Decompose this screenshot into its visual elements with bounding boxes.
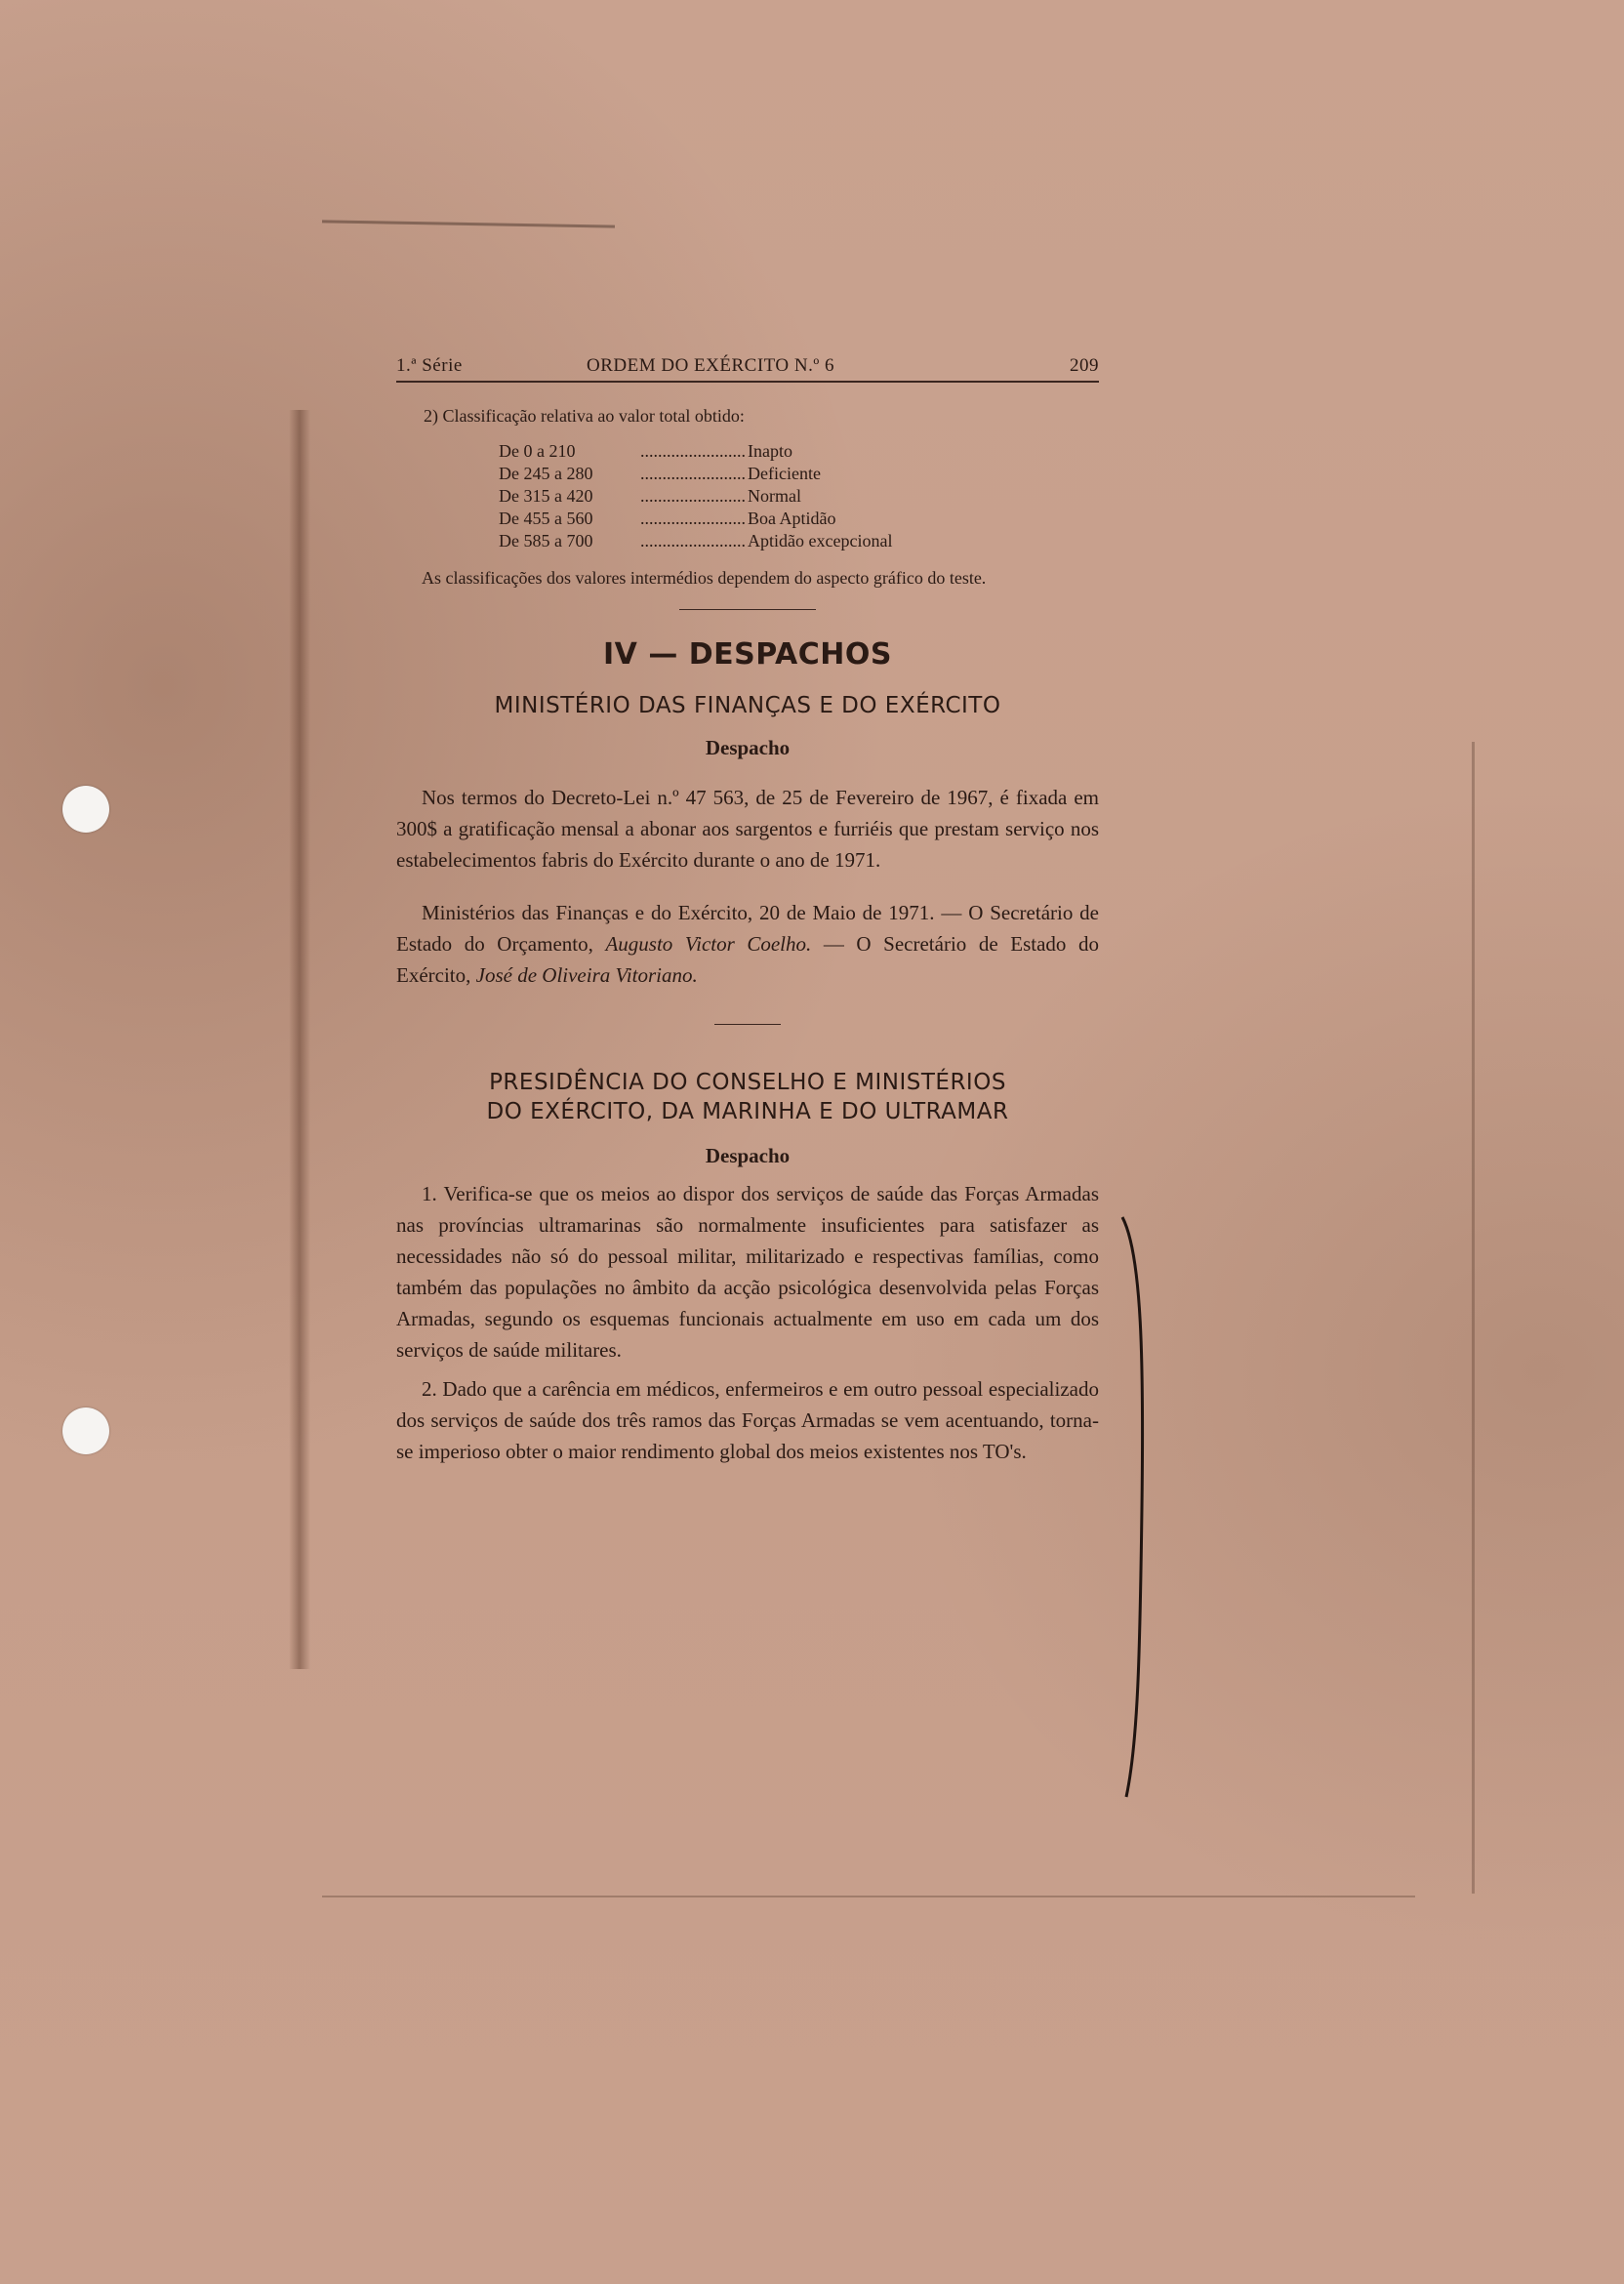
classification-row bbox=[499, 485, 1099, 508]
despacho-paragraph: Nos termos do Decreto-Lei n.º 47 563, de 25 de Fevereiro de 1967, é fixada em 300$ a gratificação mensal a abonar aos sargentos e furriéis que prestam serviço nos estabelecimentos fabris do Exército durante o ano de 1971. bbox=[396, 786, 1099, 872]
leader-dots: ........................ bbox=[640, 531, 746, 551]
series-label: 1.ª Série bbox=[396, 355, 463, 376]
score-range: De 245 a 280 bbox=[499, 464, 593, 483]
leader-dots: ........................ bbox=[640, 486, 746, 506]
numbered-paragraph: 2. Dado que a carência em médicos, enfermeiros e em outro pessoal especializado dos serviços de saúde dos três ramos das Forças Armadas se vem acentuando, torna-se imperioso obter o maior rendimento global dos meios existentes nos TO's. bbox=[396, 1377, 1099, 1463]
signature-block bbox=[396, 897, 1099, 991]
classification-label: Aptidão excepcional bbox=[748, 531, 893, 551]
score-range: De 315 a 420 bbox=[499, 486, 593, 506]
classification-row bbox=[499, 508, 1099, 530]
page-header bbox=[396, 351, 1099, 383]
classification-row bbox=[499, 530, 1099, 552]
document-page bbox=[396, 351, 1099, 1467]
paper-fold-edge bbox=[322, 1896, 1415, 1897]
signature-intro: Ministérios das Finanças e do Exército, 20 de Maio de 1971. — O Secretário de Estado do Orçamento, bbox=[396, 901, 1099, 956]
punch-hole bbox=[62, 786, 109, 833]
classification-intro: 2) Classificação relativa ao valor total obtido: bbox=[424, 406, 745, 426]
binding-shadow bbox=[289, 410, 310, 1669]
section-divider bbox=[679, 609, 816, 610]
signature-mid: — O Secretário de Estado do Exército, bbox=[396, 932, 1100, 987]
despacho-title: Despacho bbox=[705, 736, 791, 759]
margin-bracket-mark bbox=[1120, 1215, 1148, 1801]
score-range: De 0 a 210 bbox=[499, 441, 576, 461]
classification-row bbox=[499, 440, 1099, 463]
ministry-heading: MINISTÉRIO DAS FINANÇAS E DO EXÉRCITO bbox=[494, 693, 1001, 718]
classification-label: Boa Aptidão bbox=[748, 509, 836, 528]
leader-dots: ........................ bbox=[640, 441, 746, 461]
paper-fold-edge bbox=[1472, 742, 1475, 1894]
document-title: ORDEM DO EXÉRCITO N.º 6 bbox=[587, 355, 835, 376]
classification-table bbox=[499, 440, 1099, 552]
section-heading: IV — DESPACHOS bbox=[603, 637, 892, 672]
leader-dots: ........................ bbox=[640, 509, 746, 528]
signatory-name: José de Oliveira Vitoriano. bbox=[475, 963, 698, 987]
punch-hole bbox=[62, 1407, 109, 1454]
classification-row bbox=[499, 463, 1099, 485]
classification-label: Inapto bbox=[748, 441, 792, 461]
presidency-heading-line: PRESIDÊNCIA DO CONSELHO E MINISTÉRIOS bbox=[489, 1070, 1006, 1095]
signatory-name: Augusto Victor Coelho. bbox=[605, 932, 812, 956]
page-number: 209 bbox=[1070, 355, 1099, 376]
classification-label: Deficiente bbox=[748, 464, 821, 483]
leader-dots: ........................ bbox=[640, 464, 746, 483]
presidency-heading bbox=[396, 1068, 1099, 1126]
classification-note: As classificações dos valores intermédios dependem do aspecto gráfico do teste. bbox=[422, 568, 987, 588]
numbered-paragraph: 1. Verifica-se que os meios ao dispor dos serviços de saúde das Forças Armadas nas províncias ultramarinas são normalmente insuficientes para satisfazer as necessidades não só do pessoal militar, militarizado e respectivas famílias, como também das populações no âmbito da acção psicológica desenvolvida pelas Forças Armadas, segundo os esquemas funcionais actualmente em uso em cada um dos serviços de saúde militares. bbox=[396, 1182, 1099, 1362]
section-divider bbox=[714, 1024, 781, 1025]
score-range: De 585 a 700 bbox=[499, 531, 593, 551]
presidency-heading-line: DO EXÉRCITO, DA MARINHA E DO ULTRAMAR bbox=[486, 1099, 1009, 1124]
score-range: De 455 a 560 bbox=[499, 509, 593, 528]
classification-label: Normal bbox=[748, 486, 801, 506]
despacho-title: Despacho bbox=[705, 1144, 791, 1167]
paper-smudge bbox=[322, 220, 615, 227]
